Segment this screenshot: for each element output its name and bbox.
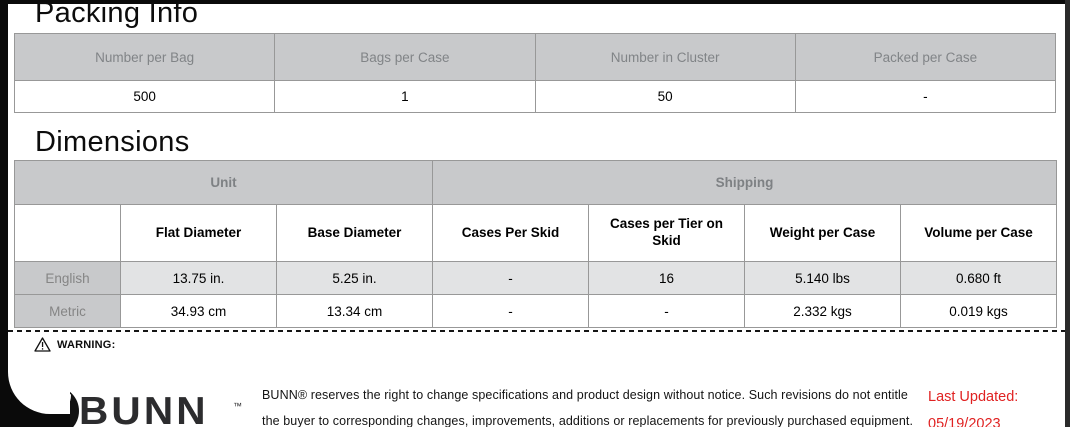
metric-base-diameter: 13.34 cm	[277, 295, 433, 328]
dashed-separator	[8, 330, 1070, 332]
warning-triangle-icon	[34, 337, 51, 352]
last-updated-date: 05/19/2023	[928, 416, 1001, 427]
dimensions-column-header-row	[15, 205, 1057, 262]
packing-header-number-in-cluster: Number in Cluster	[535, 34, 795, 81]
column-header-cases-per-skid: Cases Per Skid	[433, 205, 589, 262]
row-label-english: English	[15, 262, 121, 295]
dimensions-row-english	[15, 262, 1057, 295]
left-border	[0, 0, 8, 427]
english-weight-per-case: 5.140 lbs	[745, 262, 901, 295]
packing-value-bags-per-case: 1	[275, 81, 535, 113]
warning-label: WARNING:	[57, 338, 116, 351]
dimensions-row-metric	[15, 295, 1057, 328]
disclaimer-text	[262, 382, 917, 427]
last-updated-label: Last Updated:	[928, 389, 1019, 405]
column-header-cases-per-tier: Cases per Tier on Skid	[589, 205, 745, 262]
row-label-metric: Metric	[15, 295, 121, 328]
column-header-base-diameter: Base Diameter	[277, 205, 433, 262]
packing-header-number-per-bag: Number per Bag	[15, 34, 275, 81]
warning-section	[34, 337, 115, 352]
packing-value-packed-per-case: -	[795, 81, 1055, 113]
packing-value-number-per-bag: 500	[15, 81, 275, 113]
metric-volume-per-case: 0.019 kgs	[901, 295, 1057, 328]
packing-value-row	[15, 81, 1056, 113]
english-volume-per-case: 0.680 ft	[901, 262, 1057, 295]
dimensions-heading: Dimensions	[35, 126, 190, 158]
dimensions-table	[14, 160, 1057, 328]
packing-value-number-in-cluster: 50	[535, 81, 795, 113]
english-flat-diameter: 13.75 in.	[121, 262, 277, 295]
english-cases-per-tier: 16	[589, 262, 745, 295]
metric-flat-diameter: 34.93 cm	[121, 295, 277, 328]
column-header-flat-diameter: Flat Diameter	[121, 205, 277, 262]
packing-header-bags-per-case: Bags per Case	[275, 34, 535, 81]
packing-info-heading: Packing Info	[35, 0, 199, 29]
packing-info-table	[14, 33, 1056, 113]
bunn-wordmark: BUNN	[79, 390, 209, 427]
group-header-unit: Unit	[15, 161, 433, 205]
packing-header-packed-per-case: Packed per Case	[795, 34, 1055, 81]
metric-cases-per-skid: -	[433, 295, 589, 328]
last-updated	[928, 384, 1018, 427]
packing-header-row	[15, 34, 1056, 81]
column-header-weight-per-case: Weight per Case	[745, 205, 901, 262]
disclaimer-line-2: the buyer to corresponding changes, improvements, additions or replacements for previously purchased equipment.	[262, 414, 914, 427]
right-border	[1065, 0, 1070, 427]
dimensions-group-header-row	[15, 161, 1057, 205]
column-header-volume-per-case: Volume per Case	[901, 205, 1057, 262]
metric-weight-per-case: 2.332 kgs	[745, 295, 901, 328]
column-header-blank	[15, 205, 121, 262]
metric-cases-per-tier: -	[589, 295, 745, 328]
trademark-symbol: ™	[233, 401, 242, 411]
english-base-diameter: 5.25 in.	[277, 262, 433, 295]
group-header-shipping: Shipping	[433, 161, 1057, 205]
disclaimer-line-1: BUNN® reserves the right to change specifications and product design without notice. Such revisions do not entitle	[262, 388, 908, 402]
english-cases-per-skid: -	[433, 262, 589, 295]
